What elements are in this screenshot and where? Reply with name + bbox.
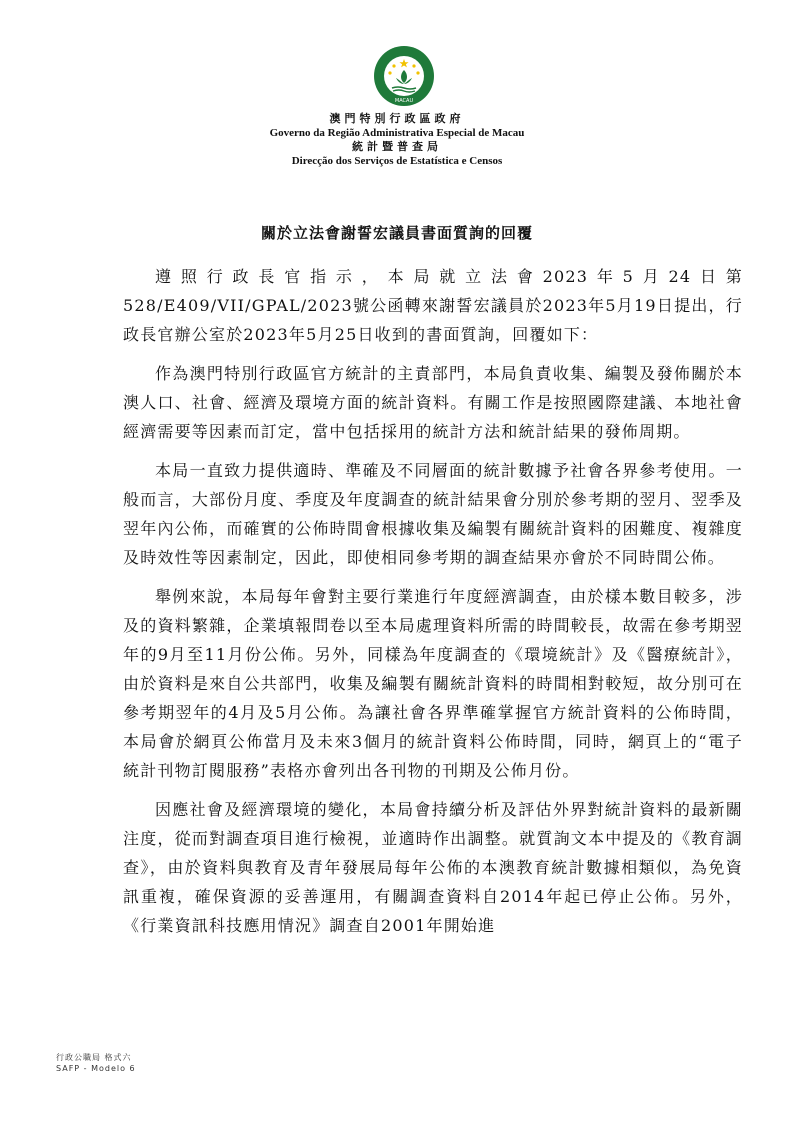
paragraph: 因應社會及經濟環境的變化，本局會持續分析及評估外界對統計資料的最新關注度，從而對調查項目進行檢視，並適時作出調整。就質詢文本中提及的《教育調查》，由於資料與教育及青年發展局每年公佈的本澳教育統計數據相類似，為免資訊重複，確保資源的妥善運用，有關調查資料自2014年起已停止公佈。另外，《行業資訊科技應用情況》調查自2001年開始進 — [123, 800, 743, 935]
paragraph: 舉例來說，本局每年會對主要行業進行年度經濟調查，由於樣本數目較多，涉及的資料繁雜，企業填報問卷以至本局處理資料所需的時間較長，故需在參考期翌年的9月至11月份公佈。另外，同樣為年度調查的《環境統計》及《醫療統計》，由於資料是來自公共部門，收集及編製有關統計資料的時間相對較短，故分別可在參考期翌年的4月及5月公佈。為讓社會各界準確掌握官方統計資料的公佈時間，本局會於網頁公佈當月及未來3個月的統計資料公佈時間，同時，網頁上的“電子統計刊物訂閱服務”表格亦會列出各刊物的刊期及公佈月份。 — [123, 587, 743, 780]
form-footer — [56, 1052, 136, 1074]
paragraph: 遵照行政長官指示，本局就立法會2023年5月24日第528/E409/VII/GPAL/2023號公函轉來謝誓宏議員於2023年5月19日提出，行政長官辦公室於2023年5月25日收到的書面質詢，回覆如下： — [123, 267, 743, 344]
document-title: 關於立法會謝誓宏議員書面質詢的回覆 — [260, 224, 533, 242]
footer-line-zh: 行政公職局 格式六 — [56, 1053, 132, 1062]
footer-line-pt: SAFP - Modelo 6 — [56, 1064, 136, 1073]
emblem-text: MACAU — [394, 98, 414, 104]
department-name-pt: Direcção dos Serviços de Estatística e Censos — [291, 155, 503, 167]
document-body — [123, 262, 743, 950]
department-name-zh: 統計暨普查局 — [352, 141, 442, 153]
government-name-zh: 澳門特別行政區政府 — [329, 113, 465, 125]
paragraph: 本局一直致力提供適時、準確及不同層面的統計數據予社會各界參考使用。一般而言，大部份月度、季度及年度調查的統計結果會分別於參考期的翌月、翌季及翌年內公佈，而確實的公佈時間會根據收集及編製有關統計資料的困難度、複雜度及時效性等因素制定，因此，即使相同參考期的調查結果亦會於不同時間公佈。 — [123, 461, 743, 567]
government-name-pt: Governo da Região Administrativa Especial de Macau — [269, 127, 525, 139]
macau-emblem-icon — [372, 44, 436, 108]
paragraph: 作為澳門特別行政區官方統計的主責部門，本局負責收集、編製及發佈關於本澳人口、社會、經濟及環境方面的統計資料。有關工作是按照國際建議、本地社會經濟需要等因素而訂定，當中包括採用的統計方法和統計結果的發佈周期。 — [123, 364, 743, 441]
letterhead — [0, 112, 794, 168]
